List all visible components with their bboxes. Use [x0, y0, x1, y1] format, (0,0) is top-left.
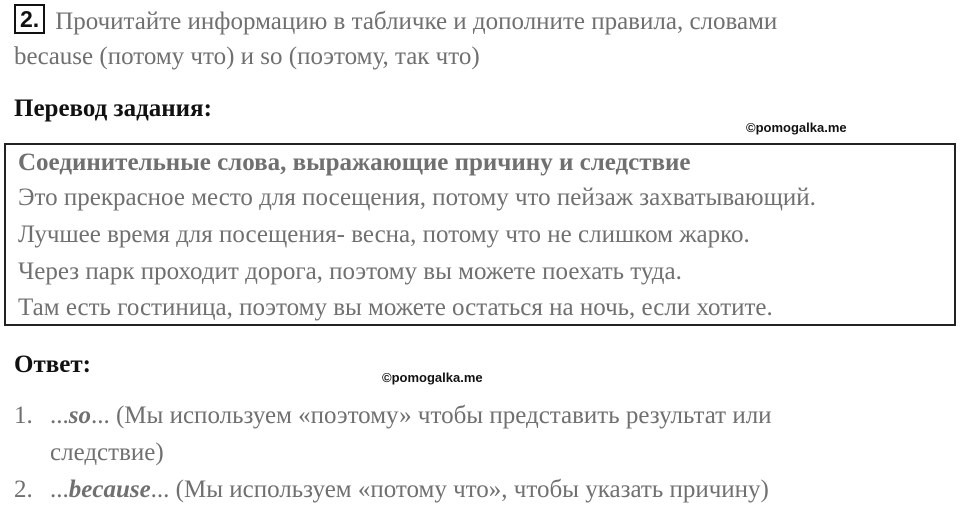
- task-statement-line-1: [14, 4, 777, 37]
- task-text-1: Прочитайте информацию в табличке и дополните правила, словами: [55, 8, 778, 35]
- translation-box: [4, 143, 956, 326]
- answer-1-explanation: (Мы используем «поэтому» чтобы представить результат или: [109, 402, 772, 429]
- answer-2-line: [50, 476, 769, 504]
- box-line-1: Это прекрасное место для посещения, потому что пейзаж захватывающий.: [18, 184, 816, 211]
- watermark-bottom: ©pomogalka.me: [382, 370, 483, 385]
- task-number-badge: 2.: [14, 4, 45, 34]
- answer-heading: Ответ:: [14, 351, 91, 378]
- task-statement-line-2: because (потому что) и so (поэтому, так что): [14, 43, 480, 70]
- box-line-4: Там есть гостиница, поэтому вы можете остаться на ночь, если хотите.: [18, 294, 773, 321]
- answer-1-suffix: ...: [90, 402, 110, 429]
- answer-2-number: 2.: [14, 476, 33, 503]
- answer-1-keyword: so: [68, 402, 91, 429]
- answer-1-line: [50, 402, 772, 430]
- answer-1-continuation: следствие): [50, 439, 164, 466]
- box-line-3: Через парк проходит дорога, поэтому вы можете поехать туда.: [18, 258, 682, 285]
- answer-1-prefix: ...: [50, 402, 69, 429]
- answer-1-number: 1.: [14, 402, 33, 429]
- answer-2-suffix: ...: [150, 476, 170, 503]
- watermark-top: ©pomogalka.me: [746, 120, 847, 135]
- answer-2-keyword: because: [68, 476, 151, 503]
- answer-2-explanation: (Мы используем «потому что», чтобы указать причину): [169, 476, 769, 503]
- box-line-2: Лучшее время для посещения- весна, потому что не слишком жарко.: [18, 221, 750, 248]
- answer-2-prefix: ...: [50, 476, 69, 503]
- box-title: Соединительные слова, выражающие причину и следствие: [18, 149, 691, 176]
- translation-heading: Перевод задания:: [14, 95, 212, 122]
